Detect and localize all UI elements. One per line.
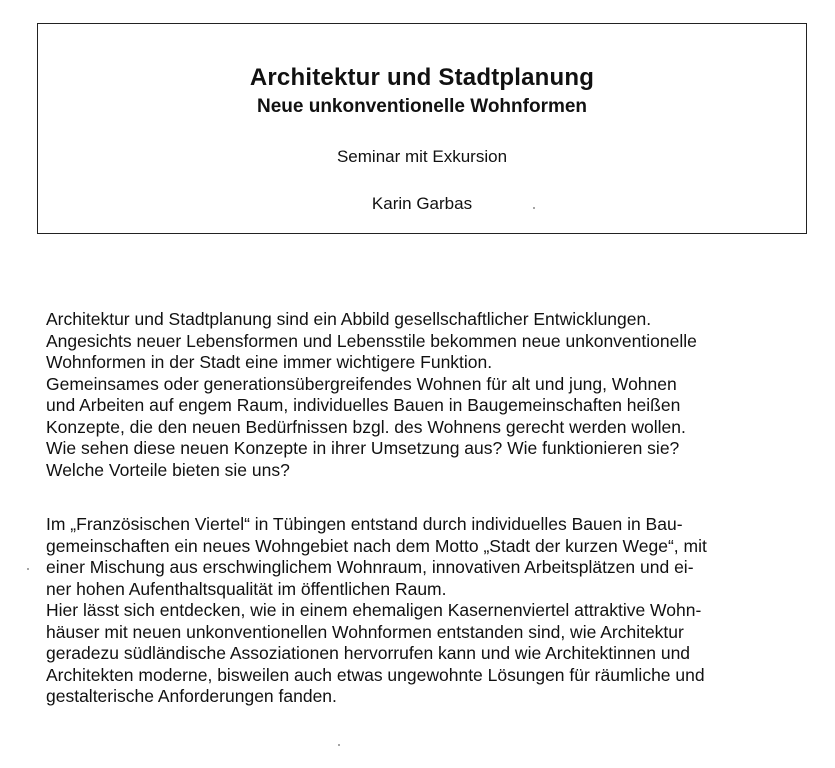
event-type: Seminar mit Exkursion — [336, 147, 508, 166]
text-line: Wie sehen diese neuen Konzepte in ihrer Umsetzung aus? Wie funktionieren sie? — [46, 438, 680, 458]
text-line: einer Mischung aus erschwinglichem Wohnraum, innovativen Arbeitsplätzen und ei- — [46, 557, 694, 577]
text-line: Hier lässt sich entdecken, wie in einem ehemaligen Kasernenviertel attraktive Wohn- — [46, 600, 702, 620]
text-line: Architektur und Stadtplanung sind ein Abbild gesellschaftlicher Entwicklungen. — [46, 309, 652, 329]
text-line: Welche Vorteile bieten sie uns? — [46, 459, 290, 480]
text-line: Gemeinsames oder generationsübergreifendes Wohnen für alt und jung, Wohnen — [46, 373, 677, 394]
header-box — [37, 23, 807, 234]
scan-speck — [27, 568, 29, 570]
text-line: gemeinschaften ein neues Wohngebiet nach dem Motto „Stadt der kurzen Wege“, mit — [46, 535, 707, 556]
text-line: Im „Französischen Viertel“ in Tübingen entstand durch individuelles Bauen in Bau- — [46, 514, 683, 534]
text-line: Konzepte, die den neuen Bedürfnissen bzgl. des Wohnens gerecht werden wollen. — [46, 416, 686, 437]
text-line: häuser mit neuen unkonventionellen Wohnformen entstanden sind, wie Architektur — [46, 621, 684, 642]
author-name: Karin Garbas — [371, 194, 473, 213]
paragraph-intro — [46, 309, 806, 481]
text-line: Angesichts neuer Lebensformen und Lebensstile bekommen neue unkonventionelle — [46, 330, 697, 351]
text-line: Wohnformen in der Stadt eine immer wichtigere Funktion. — [46, 352, 493, 372]
scan-speck — [533, 207, 535, 209]
document-subtitle: Neue unkonventionelle Wohnformen — [256, 96, 588, 117]
paragraph-tuebingen — [46, 514, 806, 708]
text-line: ner hohen Aufenthaltsqualität im öffentlichen Raum. — [46, 578, 447, 599]
scan-speck — [338, 744, 340, 746]
text-line: gestalterische Anforderungen fanden. — [46, 686, 337, 706]
text-line: und Arbeiten auf engem Raum, individuelles Bauen in Baugemeinschaften heißen — [46, 395, 681, 415]
document-title: Architektur und Stadtplanung — [249, 64, 595, 91]
text-line: geradezu südländische Assoziationen hervorrufen kann und wie Architektinnen und — [46, 643, 691, 663]
text-line: Architekten moderne, bisweilen auch etwas ungewohnte Lösungen für räumliche und — [46, 664, 705, 685]
